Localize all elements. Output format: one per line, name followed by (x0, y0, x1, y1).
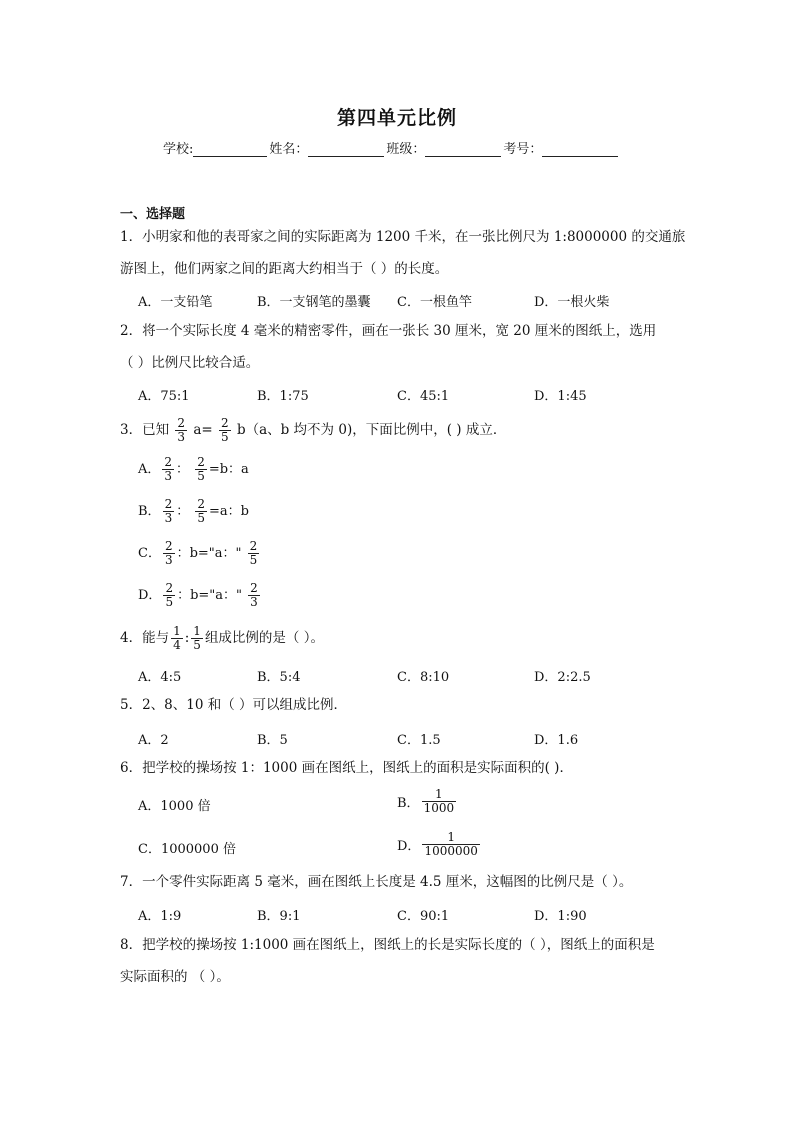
exam-no-blank[interactable] (542, 142, 618, 157)
question-2 (120, 316, 680, 378)
q3-option-d[interactable]: D． $\frac{2}{5}$ ：b="a：" $\frac{2}{3}$ (138, 581, 258, 609)
q4-option-b[interactable]: B．5:4 (257, 670, 301, 685)
q2-option-b[interactable]: B．1:75 (257, 389, 309, 404)
question-8-line-2: 实际面积的 （ ）。 (120, 969, 230, 985)
q4-option-c[interactable]: C．8:10 (397, 670, 450, 685)
q3-fraction-two-fifths: $\frac{2}{5}$ (221, 416, 229, 444)
question-5: 5．2、8、10 和（ ）可以组成比例． (120, 697, 348, 713)
q6-option-a[interactable]: A．1000 倍 (138, 799, 211, 814)
question-1-line-2: 游图上，他们两家之间的距离大约相当于（ ）的长度。 (120, 261, 449, 277)
q3-mid: a= (193, 422, 213, 438)
q4-fraction-one-fifth: $\frac{1}{5}$ (193, 624, 201, 652)
question-1-line-1: 1．小明家和他的表哥家之间的实际距离为 1200 千米，在一张比例尺为 1:8000000 的交通旅 (120, 229, 686, 245)
q5-option-b[interactable]: B．5 (257, 733, 288, 748)
question-3 (120, 415, 680, 445)
q3-fraction-two-thirds: $\frac{2}{3}$ (177, 416, 186, 444)
question-7: 7．一个零件实际距离 5 毫米，画在图纸上长度是 4.5 厘米，这幅图的比例尺是（ ）。 (120, 874, 633, 890)
question-6: 6．把学校的操场按 1：1000 画在图纸上，图纸上的面积是实际面积的( )． (120, 760, 573, 776)
question-8 (120, 930, 680, 992)
q6-option-d[interactable]: D． $\frac{1}{1000000}$ (397, 830, 478, 858)
q2-option-a[interactable]: A．75:1 (138, 389, 190, 404)
q1-option-c[interactable]: C．一根鱼竿 (397, 295, 472, 310)
q1-option-d[interactable]: D．一根火柴 (534, 295, 610, 310)
q3-option-a[interactable]: A． $\frac{2}{3}$ ： $\frac{2}{5}$ =b：a (138, 455, 249, 483)
q7-option-b[interactable]: B．9:1 (257, 909, 301, 924)
q7-option-c[interactable]: C．90:1 (397, 909, 450, 924)
exam-no-label: 考号： (503, 142, 543, 157)
question-1 (120, 222, 686, 284)
q4-option-a[interactable]: A．4:5 (138, 670, 182, 685)
question-4: 4．能与 $\frac{1}{4}$ : $\frac{1}{5}$ 组成比例的是（ ）。 (120, 624, 324, 652)
name-blank[interactable] (308, 142, 384, 157)
q1-option-a[interactable]: A．一支铅笔 (138, 295, 213, 310)
school-label: 学校: (163, 142, 194, 157)
student-info-row (163, 138, 663, 157)
q5-option-c[interactable]: C．1.5 (397, 733, 441, 748)
class-label: 班级： (386, 142, 426, 157)
school-blank[interactable] (193, 142, 267, 157)
page-title: 第四单元比例 (336, 107, 457, 129)
name-label: 姓名： (269, 142, 309, 157)
q6-option-b[interactable]: B． $\frac{1}{1000}$ (397, 787, 455, 815)
q3-post: b（a、b 均不为 0)，下面比例中，( ) 成立． (236, 422, 507, 438)
q6-option-c[interactable]: C．1000000 倍 (138, 842, 236, 857)
q3-pre: 3．已知 (120, 422, 170, 438)
q5-option-d[interactable]: D．1.6 (534, 733, 579, 748)
question-2-line-2: （ ）比例尺比较合适。 (120, 355, 260, 371)
q3-option-c[interactable]: C． $\frac{2}{3}$ ：b="a：" $\frac{2}{5}$ (138, 539, 258, 567)
q2-option-d[interactable]: D．1:45 (534, 389, 587, 404)
class-blank[interactable] (425, 142, 501, 157)
question-2-line-1: 2．将一个实际长度 4 毫米的精密零件，画在一张长 30 厘米，宽 20 厘米的图纸上，选用 (120, 323, 657, 339)
q2-option-c[interactable]: C．45:1 (397, 389, 450, 404)
q4-option-d[interactable]: D．2:2.5 (534, 670, 591, 685)
section-title: 一、选择题 (120, 207, 186, 222)
q7-option-d[interactable]: D．1:90 (534, 909, 587, 924)
q4-fraction-one-quarter: $\frac{1}{4}$ (173, 624, 181, 652)
q3-option-b[interactable]: B． $\frac{2}{3}$ ： $\frac{2}{5}$ =a：b (138, 497, 249, 525)
q7-option-a[interactable]: A．1:9 (138, 909, 182, 924)
q1-option-b[interactable]: B．一支钢笔的墨囊 (257, 295, 371, 310)
q5-option-a[interactable]: A．2 (138, 733, 169, 748)
question-8-line-1: 8．把学校的操场按 1:1000 画在图纸上，图纸上的长是实际长度的（ ），图纸上的面积是 (120, 937, 655, 953)
